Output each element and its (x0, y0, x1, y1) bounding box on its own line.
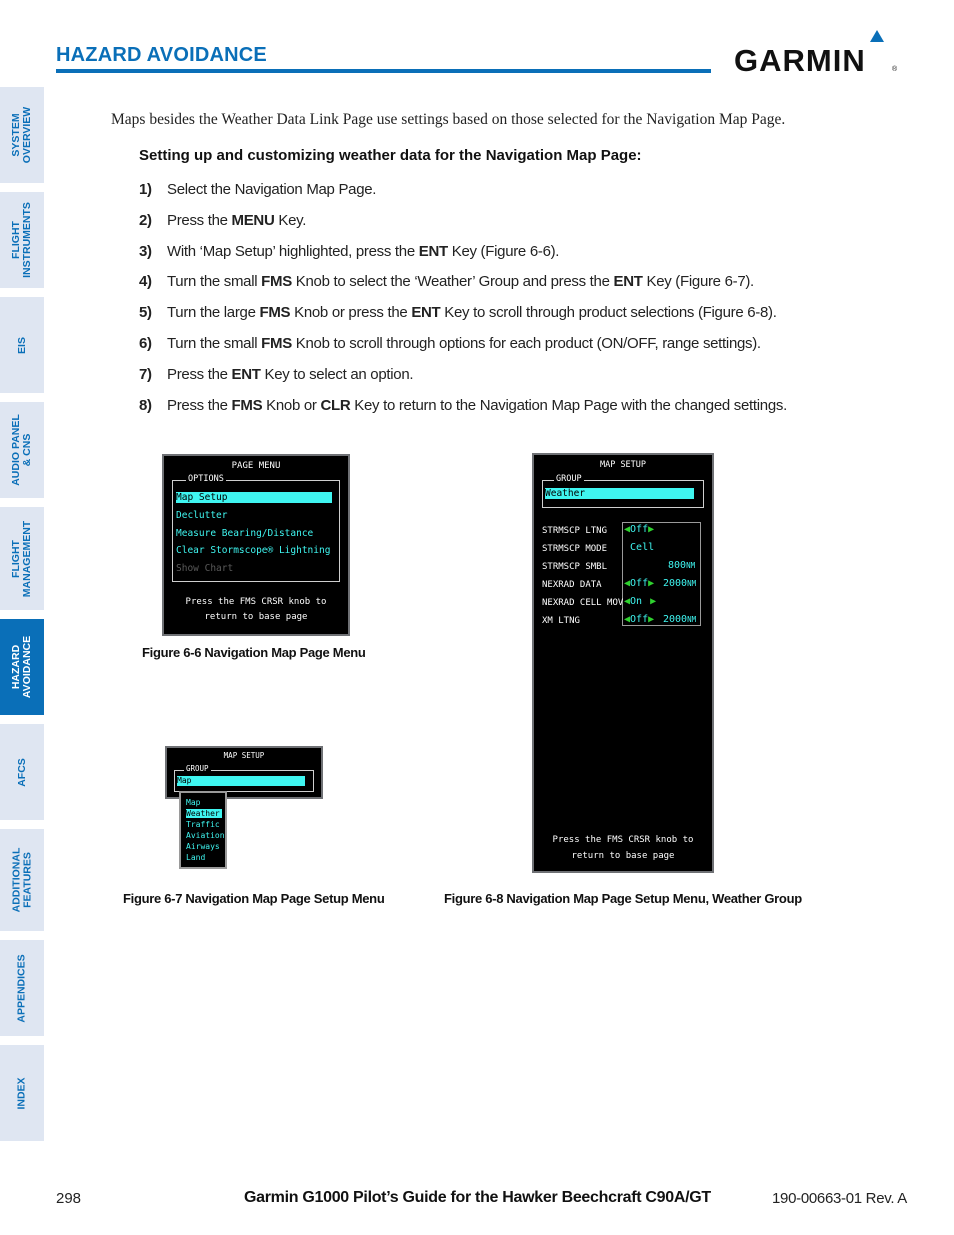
step-text: Key to scroll through product selections (Figure 6-8). (440, 304, 777, 321)
figure-6-7-caption: Figure 6-7 Navigation Map Page Setup Menu (123, 891, 385, 906)
group-dropdown-list (179, 791, 227, 869)
procedure-step (139, 212, 306, 229)
side-tab-label: AFCS (15, 757, 28, 787)
key-name: ENT (231, 366, 261, 383)
setting-label: STRMSCP SMBL (542, 562, 608, 572)
step-text: Press the (167, 212, 232, 229)
logo-wordmark: GARMIN (734, 43, 866, 76)
header-rule (56, 69, 711, 73)
step-text: Key (Figure 6-7). (642, 273, 754, 290)
setting-label: NEXRAD DATA (542, 580, 602, 590)
procedure-step (139, 366, 413, 383)
step-text: Knob to select the ‘Weather’ Group and press the (291, 273, 614, 290)
key-name: FMS (259, 304, 291, 321)
step-number: 6) (139, 335, 152, 352)
figure-6-8-caption: Figure 6-8 Navigation Map Page Setup Menu, Weather Group (444, 891, 802, 906)
menu-item-measure-bearing[interactable]: Measure Bearing/Distance (176, 528, 314, 539)
side-tab-system-overview[interactable] (0, 87, 44, 183)
procedure-step (139, 397, 787, 414)
screen-hint-line2: return to base page (204, 612, 308, 622)
right-arrow-icon: ▶ (648, 524, 655, 535)
side-tab-flight-management[interactable] (0, 507, 44, 610)
side-tab-label: APPENDICES (15, 953, 28, 1023)
unit-label: NM (687, 579, 697, 588)
side-tab-label: EIS (15, 336, 28, 354)
setting-range: 800NM (668, 560, 696, 571)
key-name: ENT (411, 304, 441, 321)
step-text: Press the (167, 366, 232, 383)
setting-value: Off (630, 614, 649, 625)
right-arrow-icon: ▶ (650, 596, 657, 607)
settings-value-box (622, 522, 701, 626)
left-arrow-icon: ◀ (624, 596, 631, 607)
side-tab-label: ADDITIONAL FEATURES (10, 847, 33, 913)
footer-title: Garmin G1000 Pilot’s Guide for the Hawker Beechcraft C90A/GT (244, 1189, 711, 1206)
setting-label: STRMSCP LTNG (542, 526, 608, 536)
menu-item-show-chart: Show Chart (176, 563, 234, 574)
menu-item-declutter[interactable]: Declutter (176, 510, 228, 521)
key-name: FMS (261, 335, 292, 352)
side-tab-hazard-avoidance[interactable] (0, 619, 44, 715)
group-value[interactable]: Map (177, 776, 305, 786)
screen-hint-line1: Press the FMS CRSR knob to (185, 597, 327, 607)
menu-item-clear-stormscope[interactable]: Clear Stormscope® Lightning (176, 545, 331, 556)
side-tab-appendices[interactable] (0, 940, 44, 1036)
side-tab-label: SYSTEM OVERVIEW (10, 106, 33, 164)
step-text: Key to select an option. (260, 366, 414, 383)
side-tab-eis[interactable] (0, 297, 44, 393)
step-text: Key to return to the Navigation Map Page with the changed settings. (350, 397, 787, 414)
side-tab-flight-instruments[interactable] (0, 192, 44, 288)
side-tab-label: FLIGHT MANAGEMENT (10, 520, 34, 597)
group-value[interactable]: Weather (545, 488, 694, 499)
dropdown-item-airways[interactable]: Airways (186, 842, 220, 851)
setting-label: XM LTNG (542, 616, 580, 626)
setting-range: 2000NM (663, 578, 697, 589)
unit-label: NM (686, 561, 696, 570)
map-setup-weather-screen (532, 453, 714, 873)
dropdown-item-weather[interactable]: Weather (186, 809, 222, 818)
menu-item-map-setup[interactable]: Map Setup (176, 492, 332, 503)
step-text: Key (Figure 6-6). (447, 243, 560, 260)
setting-xm-ltng[interactable] (624, 614, 654, 625)
page-menu-screen (162, 454, 350, 636)
procedure-step (139, 181, 376, 198)
setting-strmscp-smbl-range[interactable] (668, 560, 695, 571)
screen-hint-line2: return to base page (571, 851, 675, 861)
setting-value: Cell (630, 542, 655, 553)
document-number: 190-00663-01 Rev. A (772, 1190, 907, 1207)
step-number: 7) (139, 366, 152, 383)
section-title: HAZARD AVOIDANCE (56, 44, 267, 66)
side-tab-label: FLIGHT INSTRUMENTS (10, 202, 33, 278)
screen-hint-line1: Press the FMS CRSR knob to (552, 835, 694, 845)
step-text: Knob or (262, 397, 321, 414)
step-number: 8) (139, 397, 152, 414)
side-tab-audio-panel-cns[interactable] (0, 402, 44, 498)
group-label: GROUP (556, 474, 582, 484)
left-arrow-icon: ◀ (624, 614, 631, 625)
procedure-step (139, 335, 761, 352)
step-number: 5) (139, 304, 152, 321)
procedure-step (139, 243, 559, 260)
dropdown-item-traffic[interactable]: Traffic (186, 820, 220, 829)
key-name: FMS (231, 397, 263, 414)
setting-range: 2000NM (663, 614, 697, 625)
step-text: Select the Navigation Map Page. (167, 181, 377, 198)
dropdown-item-land[interactable]: Land (186, 853, 206, 862)
right-arrow-icon: ▶ (648, 614, 655, 625)
logo-registered: ® (892, 66, 898, 73)
left-arrow-icon: ◀ (624, 578, 631, 589)
dropdown-item-map[interactable]: Map (186, 798, 201, 807)
key-name: ENT (613, 273, 643, 290)
side-tab-label: AUDIO PANEL & CNS (10, 414, 33, 486)
garmin-logo (734, 26, 899, 76)
setting-nexrad-range[interactable] (663, 578, 696, 589)
procedure-step (139, 304, 777, 321)
setting-value: On (630, 596, 643, 607)
left-arrow-icon: ◀ (624, 524, 631, 535)
step-text: Turn the small (167, 335, 262, 352)
screen-title: MAP SETUP (599, 460, 647, 470)
side-tab-index[interactable] (0, 1045, 44, 1141)
step-text: Knob to scroll through options for each product (ON/OFF, range settings). (291, 335, 761, 352)
setting-xm-ltng-range[interactable] (663, 614, 696, 625)
step-text: Key. (274, 212, 307, 229)
procedure-step (139, 273, 754, 290)
key-name: FMS (261, 273, 292, 290)
right-arrow-icon: ▶ (648, 578, 655, 589)
intro-paragraph: Maps besides the Weather Data Link Page use settings based on those selected for the Navigation Map Page. (111, 111, 786, 128)
setting-nexrad-data[interactable] (624, 578, 654, 589)
step-text: Turn the small (167, 273, 262, 290)
side-tab-afcs[interactable] (0, 724, 44, 820)
side-tab-label: HAZARD AVOIDANCE (10, 635, 34, 699)
setting-strmscp-mode[interactable] (624, 542, 654, 553)
group-label: OPTIONS (188, 474, 224, 484)
setting-label: NEXRAD CELL MOV (542, 598, 624, 608)
step-number: 4) (139, 273, 152, 290)
side-tab-additional-features[interactable] (0, 829, 44, 931)
procedure-heading: Setting up and customizing weather data for the Navigation Map Page: (139, 147, 642, 164)
step-text: Turn the large (167, 304, 260, 321)
setting-strmscp-ltng[interactable] (624, 524, 654, 535)
step-text: Knob or press the (290, 304, 412, 321)
setting-value: Off (630, 578, 649, 589)
step-text: Press the (167, 397, 232, 414)
key-name: MENU (231, 212, 275, 229)
page-number: 298 (56, 1190, 82, 1207)
setting-label: STRMSCP MODE (542, 544, 608, 554)
unit-label: NM (687, 615, 697, 624)
step-number: 1) (139, 181, 152, 198)
key-name: CLR (320, 397, 351, 414)
step-number: 2) (139, 212, 152, 229)
screen-title: MAP SETUP (223, 751, 265, 760)
side-tab-label: INDEX (15, 1076, 28, 1110)
step-text: With ‘Map Setup’ highlighted, press the (167, 243, 419, 260)
setting-nexrad-cell-mov[interactable] (624, 596, 656, 607)
group-label: GROUP (186, 764, 209, 773)
screen-title: PAGE MENU (231, 461, 281, 471)
step-number: 3) (139, 243, 152, 260)
key-name: ENT (418, 243, 448, 260)
setting-value: Off (630, 524, 649, 535)
dropdown-item-aviation[interactable]: Aviation (186, 831, 225, 840)
figure-6-6-caption: Figure 6-6 Navigation Map Page Menu (142, 645, 366, 660)
